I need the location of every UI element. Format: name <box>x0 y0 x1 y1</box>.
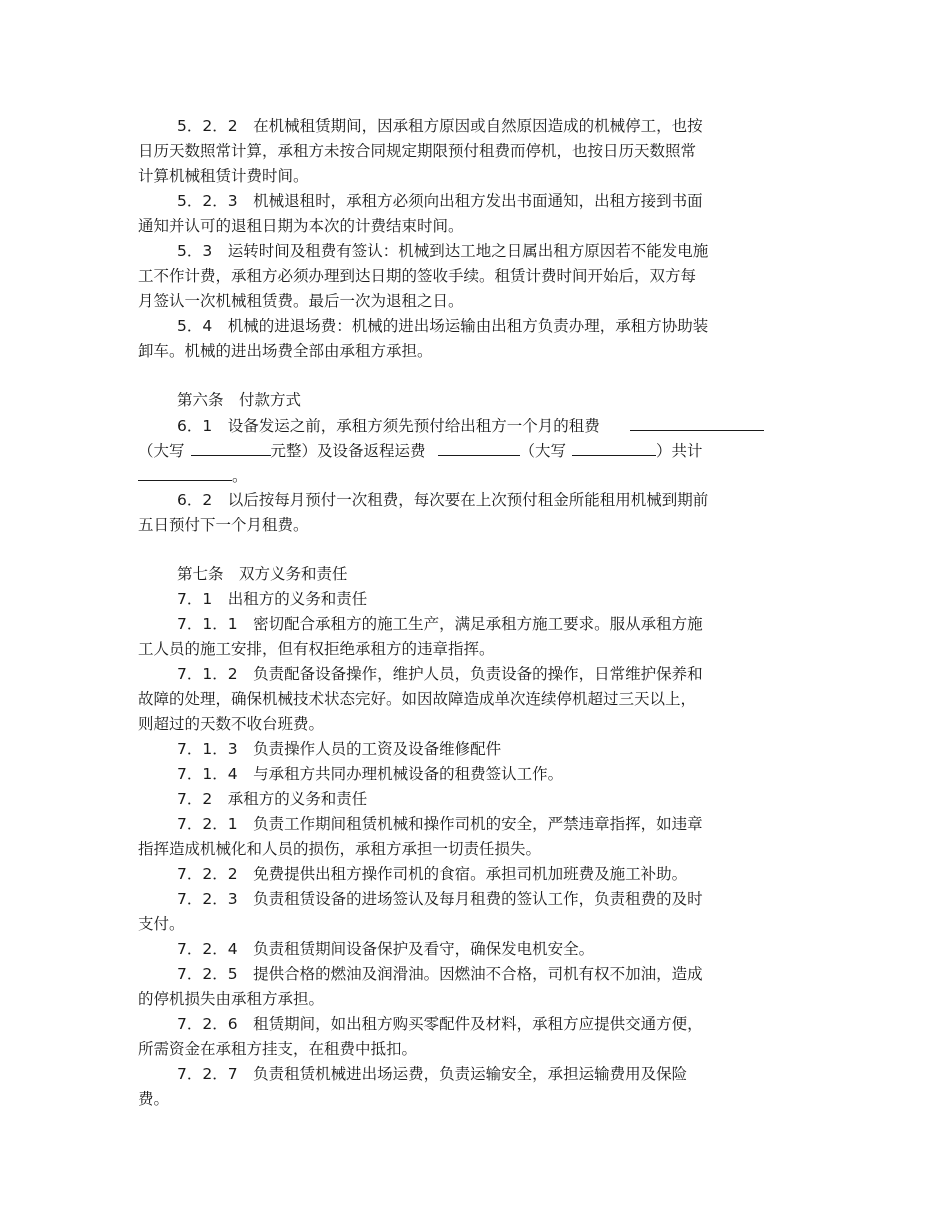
text-line: 6．2 以后按每月预付一次租费，每次要在上次预付租金所能租用机械到期前 <box>177 491 709 509</box>
article-7 <box>138 562 778 1112</box>
article-6 <box>138 388 778 538</box>
text-line: 工不作计费，承租方必须办理到达日期的签收手续。租赁计费时间开始后，双方每 <box>138 267 697 285</box>
text-line: 7．1．1 密切配合承租方的施工生产，满足承租方施工要求。服从承租方施 <box>177 615 703 633</box>
clause-7-1-3: 7．1．3 负责操作人员的工资及设备维修配件 <box>177 740 502 758</box>
clause-7-2: 7．2 承租方的义务和责任 <box>177 790 368 808</box>
text-run: ）共计 <box>656 442 703 460</box>
clause-7-1: 7．1 出租方的义务和责任 <box>177 590 368 608</box>
freight-uppercase-blank[interactable] <box>572 438 656 456</box>
text-run: 。 <box>232 467 248 485</box>
rent-uppercase-blank[interactable] <box>191 438 271 456</box>
clause-5-2-2 <box>138 114 778 189</box>
text-line: 7．1．2 负责配备设备操作，维护人员，负责设备的操作，日常维护保养和 <box>177 665 703 683</box>
return-freight-blank[interactable] <box>438 438 520 456</box>
text-line: 日历天数照常计算，承租方未按合同规定期限预付租费而停机，也按日历天数照常 <box>138 142 697 160</box>
text-line: 故障的处理，确保机械技术状态完好。如因故障造成单次连续停机超过三天以上， <box>138 690 697 708</box>
text-line: 工人员的施工安排，但有权拒绝承租方的违章指挥。 <box>138 640 495 658</box>
clause-6-1-line-2 <box>138 438 778 463</box>
text-line: 计算机械租赁计费时间。 <box>138 167 309 185</box>
clause-5-2-3 <box>138 189 778 239</box>
text-line: 费。 <box>138 1090 170 1108</box>
clause-6-1-line-3 <box>138 463 778 488</box>
text-line: 所需资金在承租方挂支，在租费中抵扣。 <box>138 1040 418 1058</box>
text-line: 指挥造成机械化和人员的损伤，承租方承担一切责任损失。 <box>138 840 542 858</box>
text-line: 7．2．6 租赁期间，如出租方购买零配件及材料，承租方应提供交通方便， <box>177 1015 703 1033</box>
text-run: （大写 <box>138 442 185 460</box>
clause-5-3 <box>138 239 778 314</box>
text-line: 5．2．2 在机械租赁期间，因承租方原因或自然原因造成的机械停工，也按 <box>177 117 703 135</box>
rent-amount-blank[interactable] <box>630 413 764 431</box>
article-6-heading: 第六条 付款方式 <box>177 391 302 409</box>
text-line: 7．2．3 负责租赁设备的进场签认及每月租费的签认工作，负责租费的及时 <box>177 890 703 908</box>
text-line: 7．2．1 负责工作期间租赁机械和操作司机的安全，严禁违章指挥，如违章 <box>177 815 703 833</box>
text-line: 5．3 运转时间及租费有签认：机械到达工地之日属出租方原因若不能发电施 <box>177 242 709 260</box>
text-run: 元整）及设备返程运费 <box>270 442 426 460</box>
text-line: 7．2．7 负责租赁机械进出场运费，负责运输安全，承担运输费用及保险 <box>177 1065 688 1083</box>
text-line: 则超过的天数不收台班费。 <box>138 715 325 733</box>
text-line: 的停机损失由承租方承担。 <box>138 990 325 1008</box>
text-line: 5．4 机械的进退场费：机械的进出场运输由出租方负责办理，承租方协助装 <box>177 317 709 335</box>
clause-7-1-4: 7．1．4 与承租方共同办理机械设备的租费签认工作。 <box>177 765 564 783</box>
text-run: （大写 <box>519 442 567 460</box>
text-run: 6．1 设备发运之前，承租方须先预付给出租方一个月的租费 <box>177 417 600 435</box>
total-amount-blank[interactable] <box>138 463 232 481</box>
text-line: 五日预付下一个月租费。 <box>138 516 309 534</box>
text-line: 卸车。机械的进出场费全部由承租方承担。 <box>138 342 433 360</box>
clause-6-1-line-1 <box>138 413 778 438</box>
text-line: 通知并认可的退租日期为本次的计费结束时间。 <box>138 217 464 235</box>
text-line: 支付。 <box>138 915 185 933</box>
text-line: 5．2．3 机械退租时，承租方必须向出租方发出书面通知，出租方接到书面 <box>177 192 703 210</box>
article-7-heading: 第七条 双方义务和责任 <box>177 565 348 583</box>
clause-7-2-2: 7．2．2 免费提供出租方操作司机的食宿。承担司机加班费及施工补助。 <box>177 865 688 883</box>
text-line: 7．2．5 提供合格的燃油及润滑油。因燃油不合格，司机有权不加油，造成 <box>177 965 703 983</box>
text-line: 月签认一次机械租赁费。最后一次为退租之日。 <box>138 292 464 310</box>
clause-7-2-4: 7．2．4 负责租赁期间设备保护及看守，确保发电机安全。 <box>177 940 595 958</box>
clause-5-4 <box>138 314 778 364</box>
